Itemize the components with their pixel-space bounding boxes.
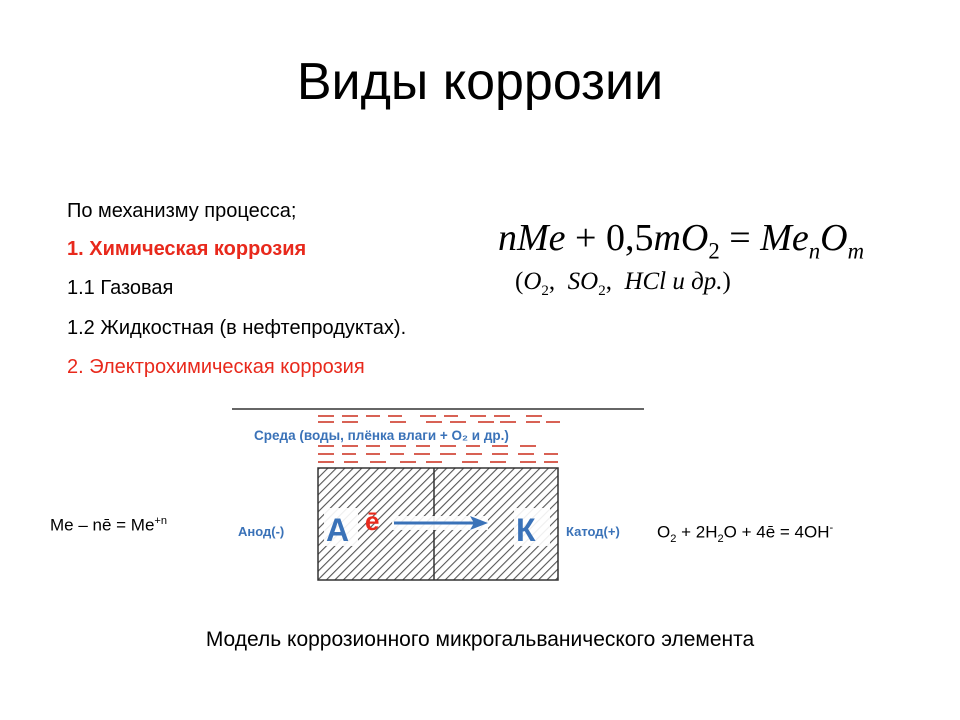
cathode-letter: К — [516, 512, 536, 548]
chemical-corrosion-item: 1. Химическая коррозия — [67, 238, 307, 260]
anode-label: Анод(-) — [238, 524, 285, 539]
diagram-caption: Модель коррозионного микрогальванического элемента — [205, 628, 755, 651]
slide-title: Виды коррозии — [296, 53, 664, 111]
oxidation-formula: nMe + $0,5mO_2 = Me_nO_m$ — [498, 217, 865, 264]
electron-symbol: ē — [365, 506, 380, 536]
anode-letter: А — [326, 512, 350, 548]
gas-corrosion-item: 1.1 Газовая — [67, 277, 174, 299]
oxidizing-gases-formula: ($O_2$, $SO_2$, HCl и др.) — [515, 268, 731, 299]
medium-label: Среда (воды, плёнка влаги + O₂ и др.) — [254, 428, 509, 443]
corrosion-cell-diagram — [230, 404, 650, 584]
mechanism-heading: По механизму процесса; — [67, 200, 297, 222]
cathode-equation: $O_2 + 2H_2O$ + 4ē = 4OH- — [657, 522, 834, 546]
electrochemical-corrosion-item: 2. Электрохимическая коррозия — [67, 356, 365, 378]
liquid-corrosion-item: 1.2 Жидкостная (в нефтепродуктах). — [67, 317, 407, 339]
cathode-label: Катод(+) — [566, 524, 620, 539]
anode-equation: Me – nē = $Me^{+n}$ — [50, 515, 168, 535]
